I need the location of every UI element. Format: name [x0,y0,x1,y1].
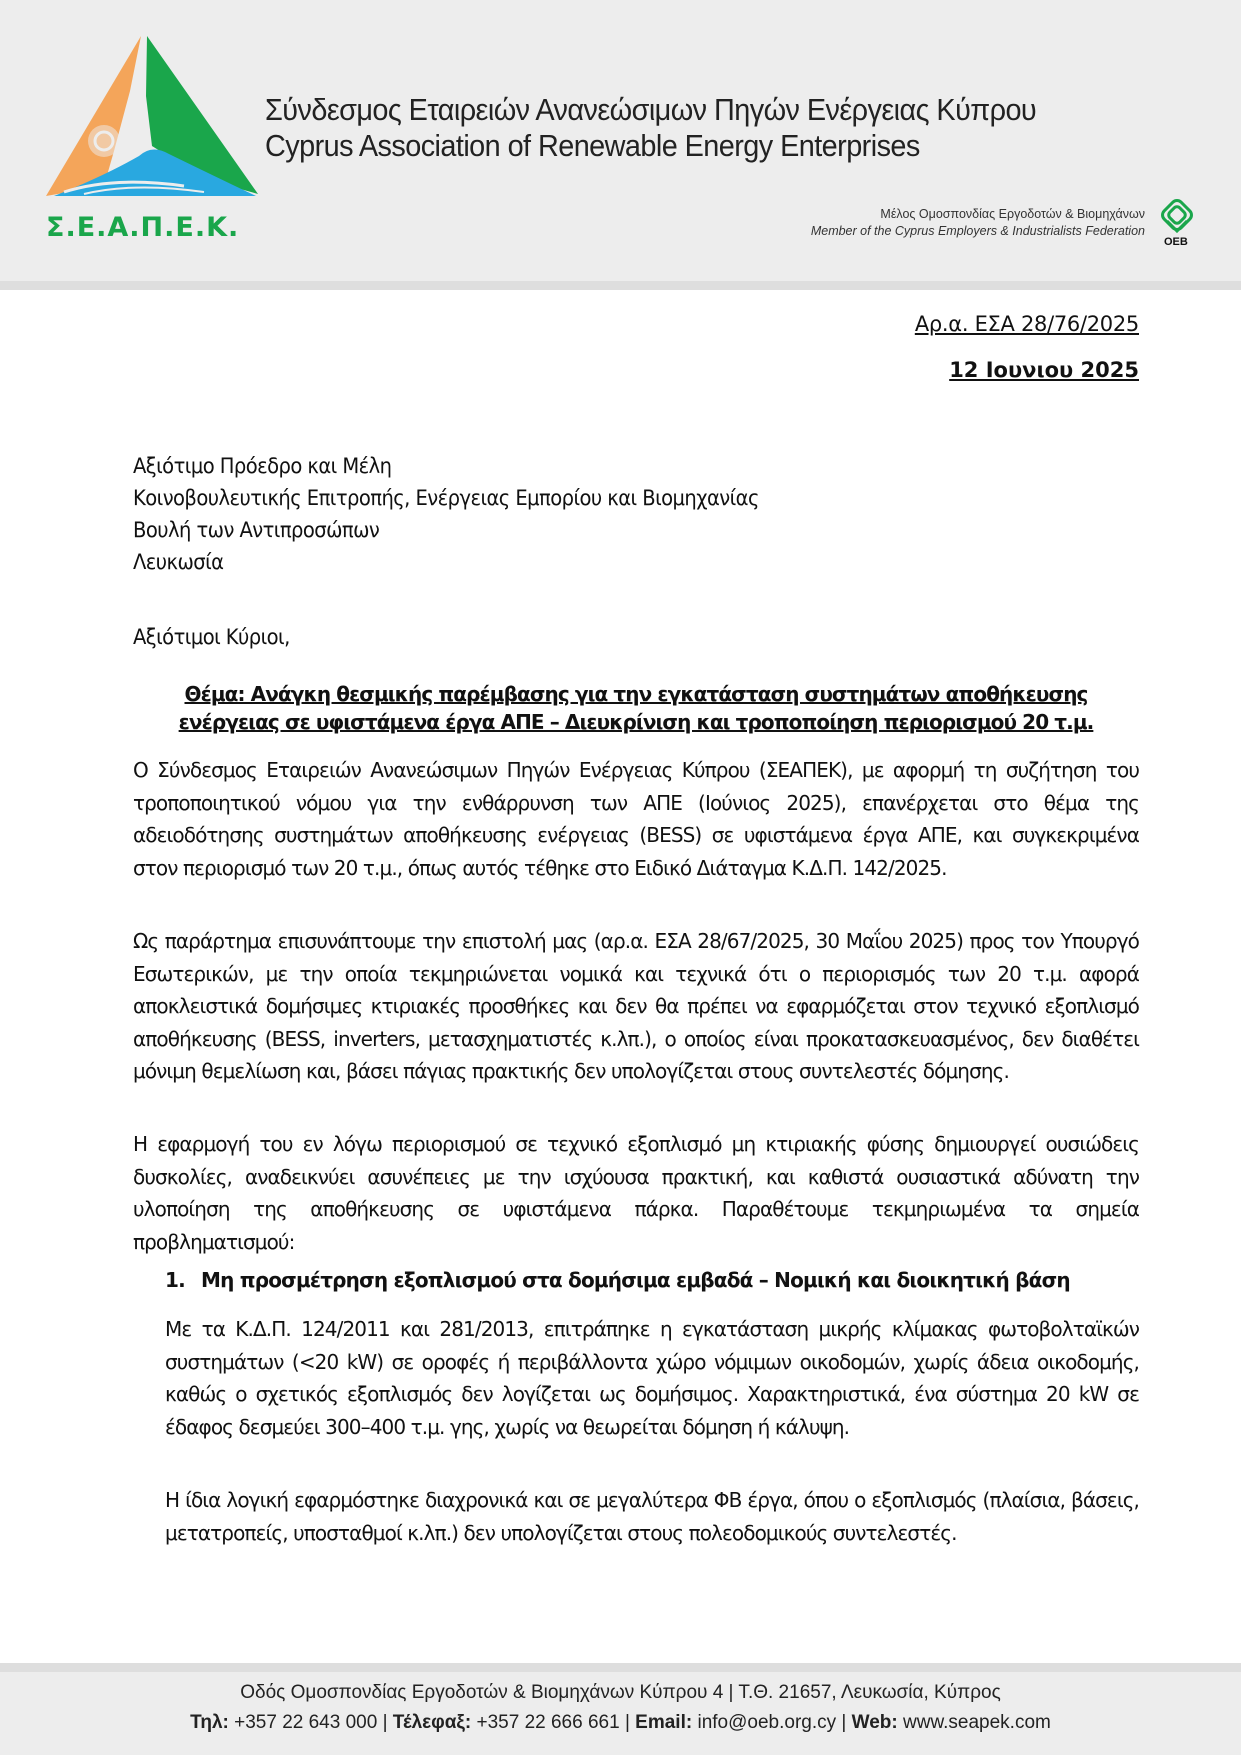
body-paragraph: Ως παράρτημα επισυνάπτουμε την επιστολή μας (αρ.α. ΕΣΑ 28/67/2025, 30 Μαΐου 2025) προς τον Υπουργό Εσωτερικών, με την οποία τεκμηριώνεται νομικά και τεχνικά ότι ο περιορισμός των 20 τ.μ. αφορά αποκλειστικά δομήσιμες κτιριακές προσθήκες και δεν θα πρέπει να εφαρμόζεται στον τεχνικό εξοπλισμό αποθήκευσης (BESS, inverters, μετασχηματιστές κ.λπ.), ο οποίος είναι προκατασκευασμένος, δεν διαθέτει μόνιμη θεμελίωση και, βάσει πάγιας πρακτικής δεν υπολογίζεται στους συντελεστές δόμησης. [133,929,1139,1083]
fax-value: +357 22 666 661 [476,1712,620,1733]
letterhead [0,0,1241,281]
subject-heading [133,680,1139,736]
footer-contacts [0,1712,1241,1734]
section-paragraph: Η ίδια λογική εφαρμόστηκε διαχρονικά και σε μεγαλύτερα ΦΒ έργα, όπου ο εξοπλισμός (πλαίσια, βάσεις, μετατροπείς, υποσταθμοί κ.λπ.) δεν υπολογίζεται στους πολεοδομικούς συντελεστές. [165,1488,1139,1545]
membership-english: Member of the Cyprus Employers & Industrialists Federation [810,224,1145,238]
recipient-line: Λευκωσία [133,550,224,574]
recipient-line: Βουλή των Αντιπροσώπων [133,518,380,542]
org-name-greek: Σύνδεσμος Εταιρειών Ανανεώσιμων Πηγών Ενέργειας Κύπρου [265,92,1037,127]
reference-number: Αρ.α. ΕΣΑ 28/76/2025 [914,312,1139,336]
footer-address: Οδός Ομοσπονδίας Εργοδοτών & Βιομηχάνων Κύπρου 4 | Τ.Θ. 21657, Λευκωσία, Κύπρος [240,1682,1001,1703]
header-divider [0,281,1241,290]
tel-label: Τηλ: [190,1712,229,1733]
salutation: Αξιότιμοι Κύριοι, [133,625,290,649]
separator: | [841,1712,847,1733]
federation-membership [811,206,1145,240]
recipient-line: Κοινοβουλευτικής Επιτροπής, Ενέργειας Εμπορίου και Βιομηχανίας [133,486,759,510]
tel-value: +357 22 643 000 [234,1712,378,1733]
section-paragraph: Με τα Κ.Δ.Π. 124/2011 και 281/2013, επιτράπηκε η εγκατάσταση μικρής κλίμακας φωτοβολταϊκών συστημάτων (<20 kW) σε οροφές ή περιβάλλοντα χώρο νόμιμων οικοδομών, χωρίς άδεια οικοδομής, καθώς ο σχετικός εξοπλισμός δεν λογίζεται ως δομήσιμος. Χαρακτηριστικά, ένα σύστημα 20 kW σε έδαφος δεσμεύει 300–400 τ.μ. γης, χωρίς να θεωρείται δόμηση ή κάλυψη. [165,1317,1139,1439]
oeb-label: OEB [1164,236,1188,248]
body-paragraph: Η εφαρμογή του εν λόγω περιορισμού σε τεχνικό εξοπλισμό μη κτιριακής φύσης δημιουργεί ουσιώδεις δυσκολίες, αναδεικνύει ασυνέπειες με την ισχύουσα πρακτική, και καθιστά ουσιαστικά αδύνατη την υλοποίηση της αποθήκευσης σε υφιστάμενα πάρκα. Παραθέτουμε τεκμηριωμένα τα σημεία προβληματισμού: [133,1132,1139,1254]
footer [0,1672,1241,1755]
membership-greek: Μέλος Ομοσπονδίας Εργοδοτών & Βιομηχάνων [880,207,1145,221]
section-title: Μη προσμέτρηση εξοπλισμού στα δομήσιμα εμβαδά – Νομική και διοικητική βάση [201,1268,1070,1292]
recipient-block [133,450,759,578]
org-title [265,92,1036,164]
logo-acronym: Σ.Ε.Α.Π.Ε.Κ. [46,212,240,243]
letter-date: 12 Ιουνιου 2025 [949,358,1139,382]
recipient-line: Αξιότιμο Πρόεδρο και Μέλη [133,454,392,478]
section-heading [165,1268,1070,1292]
separator: | [624,1712,630,1733]
email-label: Email: [635,1712,693,1733]
footer-divider [0,1663,1241,1672]
web-link[interactable]: www.seapek.com [903,1712,1051,1733]
separator: | [382,1712,388,1733]
email-link[interactable]: info@oeb.org.cy [697,1712,837,1733]
section-number: 1. [165,1268,185,1292]
fax-label: Τέλεφαξ: [392,1712,472,1733]
seapek-logo-icon [44,36,260,236]
web-label: Web: [851,1712,898,1733]
org-name-english: Cyprus Association of Renewable Energy Enterprises [265,128,920,163]
subject-line: ενέργειας σε υφιστάμενα έργα ΑΠΕ – Διευκρίνιση και τροποποίηση περιορισμού 20 τ.μ. [178,710,1094,734]
subject-line: Θέμα: Ανάγκη θεσμικής παρέμβασης για την εγκατάσταση συστημάτων αποθήκευσης [184,682,1088,706]
body-paragraph: Ο Σύνδεσμος Εταιρειών Ανανεώσιμων Πηγών Ενέργειας Κύπρου (ΣΕΑΠΕΚ), με αφορμή τη συζήτηση του τροποποιητικού νόμου για την ενθάρρυνση των ΑΠΕ (Ιούνιος 2025), επανέρχεται στο θέμα της αδειοδότησης συστημάτων αποθήκευσης ενέργειας (BESS) σε υφιστάμενα έργα ΑΠΕ, και συγκεκριμένα στον περιορισμό των 20 τ.μ., όπως αυτός τέθηκε στο Ειδικό Διάταγμα Κ.Δ.Π. 142/2025. [133,758,1139,880]
